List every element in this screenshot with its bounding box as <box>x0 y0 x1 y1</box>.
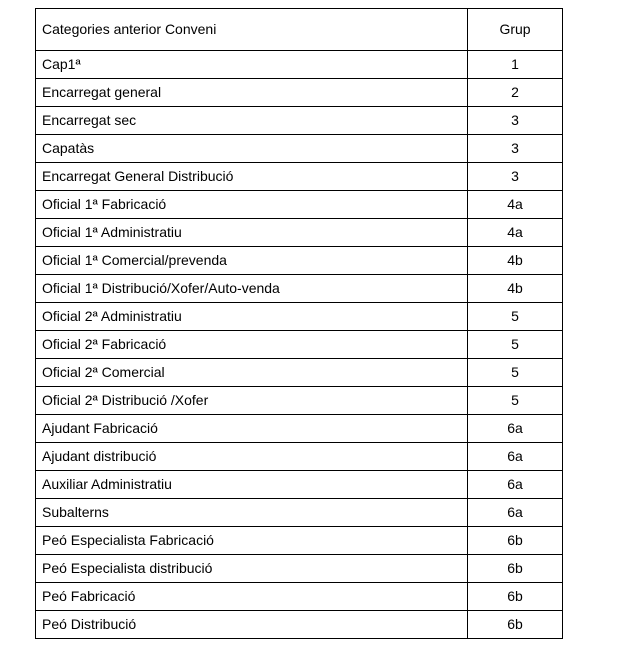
category-cell: Peó Especialista Fabricació <box>36 527 468 555</box>
table-row <box>36 415 563 443</box>
category-cell: Capatàs <box>36 135 468 163</box>
group-cell: 4b <box>468 275 563 303</box>
group-cell: 6b <box>468 527 563 555</box>
table-row <box>36 611 563 639</box>
group-cell: 4a <box>468 219 563 247</box>
table-row <box>36 331 563 359</box>
table-header-row <box>36 9 563 51</box>
group-cell: 2 <box>468 79 563 107</box>
category-cell: Ajudant distribució <box>36 443 468 471</box>
column-header-category: Categories anterior Conveni <box>36 9 468 51</box>
table-row <box>36 499 563 527</box>
table-row <box>36 79 563 107</box>
group-cell: 6a <box>468 499 563 527</box>
group-cell: 3 <box>468 135 563 163</box>
table-row <box>36 443 563 471</box>
group-cell: 6b <box>468 611 563 639</box>
table-row <box>36 135 563 163</box>
category-cell: Oficial 1ª Distribució/Xofer/Auto-venda <box>36 275 468 303</box>
column-header-group: Grup <box>468 9 563 51</box>
category-cell: Peó Especialista distribució <box>36 555 468 583</box>
group-cell: 5 <box>468 303 563 331</box>
table-row <box>36 387 563 415</box>
category-cell: Oficial 2ª Fabricació <box>36 331 468 359</box>
table-row <box>36 471 563 499</box>
table-row <box>36 247 563 275</box>
category-cell: Oficial 1ª Administratiu <box>36 219 468 247</box>
category-group-table <box>35 8 563 639</box>
category-cell: Ajudant Fabricació <box>36 415 468 443</box>
table-row <box>36 51 563 79</box>
category-cell: Auxiliar Administratiu <box>36 471 468 499</box>
group-cell: 3 <box>468 107 563 135</box>
group-cell: 3 <box>468 163 563 191</box>
group-cell: 6a <box>468 415 563 443</box>
category-cell: Cap1ª <box>36 51 468 79</box>
group-cell: 5 <box>468 359 563 387</box>
table-body <box>36 51 563 639</box>
table-row <box>36 107 563 135</box>
table-row <box>36 219 563 247</box>
category-cell: Oficial 2ª Distribució /Xofer <box>36 387 468 415</box>
group-cell: 5 <box>468 387 563 415</box>
group-cell: 5 <box>468 331 563 359</box>
category-cell: Encarregat sec <box>36 107 468 135</box>
group-cell: 4b <box>468 247 563 275</box>
category-cell: Oficial 2ª Administratiu <box>36 303 468 331</box>
category-cell: Peó Distribució <box>36 611 468 639</box>
group-cell: 6a <box>468 443 563 471</box>
table-row <box>36 191 563 219</box>
group-cell: 6b <box>468 583 563 611</box>
category-cell: Oficial 1ª Comercial/prevenda <box>36 247 468 275</box>
table-row <box>36 303 563 331</box>
category-cell: Encarregat general <box>36 79 468 107</box>
category-cell: Oficial 1ª Fabricació <box>36 191 468 219</box>
group-cell: 6a <box>468 471 563 499</box>
category-cell: Peó Fabricació <box>36 583 468 611</box>
category-cell: Subalterns <box>36 499 468 527</box>
table-row <box>36 555 563 583</box>
table-row <box>36 275 563 303</box>
group-cell: 1 <box>468 51 563 79</box>
category-cell: Oficial 2ª Comercial <box>36 359 468 387</box>
group-cell: 4a <box>468 191 563 219</box>
table-row <box>36 163 563 191</box>
table-row <box>36 583 563 611</box>
table-row <box>36 359 563 387</box>
category-cell: Encarregat General Distribució <box>36 163 468 191</box>
table-row <box>36 527 563 555</box>
group-cell: 6b <box>468 555 563 583</box>
